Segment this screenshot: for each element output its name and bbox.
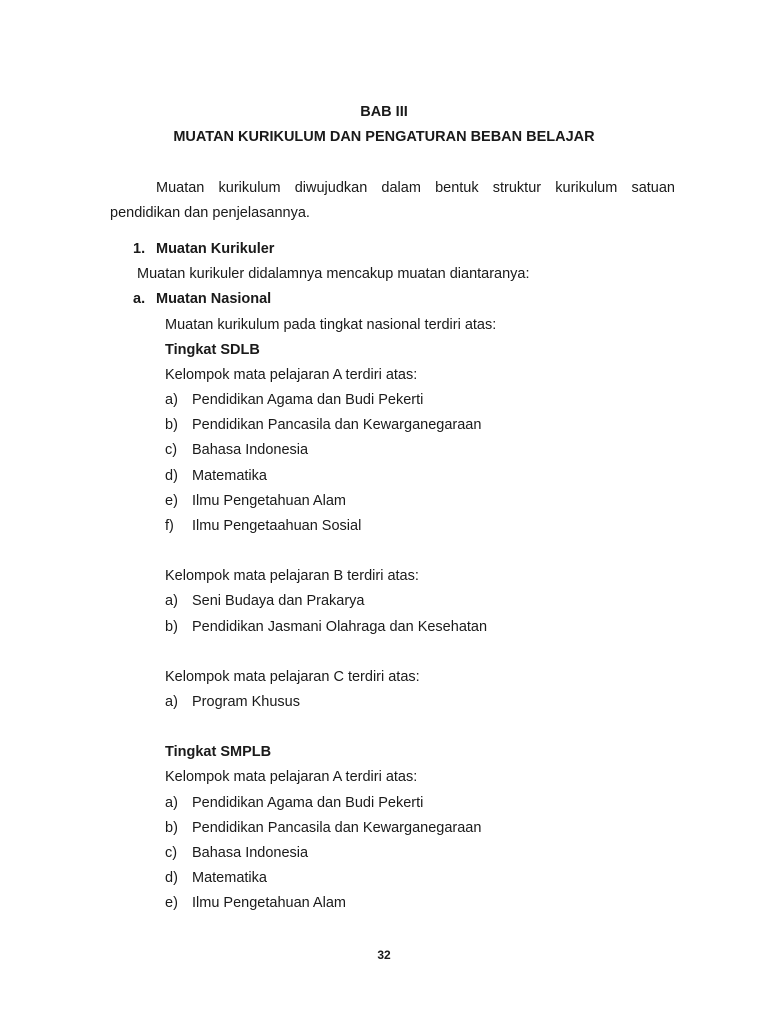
section-1-text: Muatan kurikuler didalamnya mencakup muatan diantaranya: [137, 266, 530, 282]
subsection-a-title: Muatan Nasional [156, 291, 272, 307]
list-item [165, 417, 481, 433]
list-item-text: Matematika [192, 468, 267, 484]
section-1-number: 1. [133, 241, 146, 257]
intro-paragraph [110, 176, 675, 226]
smplb-heading: Tingkat SMPLB [165, 744, 272, 760]
list-item [165, 870, 267, 886]
subsection-a-letter: a. [133, 291, 146, 307]
sdlb-heading: Tingkat SDLB [165, 342, 260, 358]
list-marker: b) [165, 619, 178, 635]
list-item [165, 518, 361, 534]
list-marker: a) [165, 593, 178, 609]
list-marker: a) [165, 795, 178, 811]
list-item [165, 442, 308, 458]
list-marker: b) [165, 820, 178, 836]
list-marker: e) [165, 895, 178, 911]
section-1-heading [133, 241, 274, 257]
list-item-text: Matematika [192, 870, 267, 886]
smplb-group-a-label: Kelompok mata pelajaran A terdiri atas: [165, 769, 418, 785]
list-item [165, 493, 346, 509]
list-item [165, 694, 300, 710]
list-item-text: Pendidikan Jasmani Olahraga dan Kesehatan [192, 619, 488, 635]
list-marker: a) [165, 392, 178, 408]
list-marker: a) [165, 694, 178, 710]
chapter-title: MUATAN KURIKULUM DAN PENGATURAN BEBAN BELAJAR [173, 129, 595, 145]
list-marker: f) [165, 518, 174, 534]
list-item-text: Bahasa Indonesia [192, 845, 309, 861]
list-item-text: Program Khusus [192, 694, 300, 710]
chapter-label: BAB III [360, 104, 408, 120]
list-item-text: Bahasa Indonesia [192, 442, 309, 458]
section-1-title: Muatan Kurikuler [156, 241, 275, 257]
list-item-text: Pendidikan Agama dan Budi Pekerti [192, 392, 424, 408]
list-item-text: Pendidikan Pancasila dan Kewarganegaraan [192, 417, 482, 433]
list-item [165, 593, 365, 609]
list-marker: b) [165, 417, 178, 433]
list-marker: c) [165, 845, 178, 861]
sdlb-group-a-label: Kelompok mata pelajaran A terdiri atas: [165, 367, 418, 383]
sdlb-group-b-label: Kelompok mata pelajaran B terdiri atas: [165, 568, 419, 584]
subsection-a-text: Muatan kurikulum pada tingkat nasional terdiri atas: [165, 317, 497, 333]
list-marker: d) [165, 468, 178, 484]
list-marker: e) [165, 493, 178, 509]
list-item-text: Pendidikan Agama dan Budi Pekerti [192, 795, 424, 811]
intro-line-1: Muatan kurikulum diwujudkan dalam bentuk struktur kurikulum satuan [156, 180, 675, 196]
subsection-a-heading [133, 291, 271, 307]
list-marker: c) [165, 442, 178, 458]
list-item [165, 619, 487, 635]
list-item-text: Seni Budaya dan Prakarya [192, 593, 365, 609]
list-marker: d) [165, 870, 178, 886]
list-item [165, 845, 308, 861]
intro-line-2: pendidikan dan penjelasannya. [110, 205, 310, 221]
list-item-text: Ilmu Pengetahuan Alam [192, 895, 346, 911]
list-item-text: Pendidikan Pancasila dan Kewarganegaraan [192, 820, 482, 836]
list-item [165, 392, 423, 408]
list-item [165, 820, 481, 836]
list-item [165, 895, 346, 911]
list-item-text: Ilmu Pengetahuan Alam [192, 493, 346, 509]
list-item [165, 468, 267, 484]
list-item [165, 795, 423, 811]
list-item-text: Ilmu Pengetaahuan Sosial [192, 518, 362, 534]
sdlb-group-c-label: Kelompok mata pelajaran C terdiri atas: [165, 669, 420, 685]
page-number: 32 [377, 948, 391, 962]
